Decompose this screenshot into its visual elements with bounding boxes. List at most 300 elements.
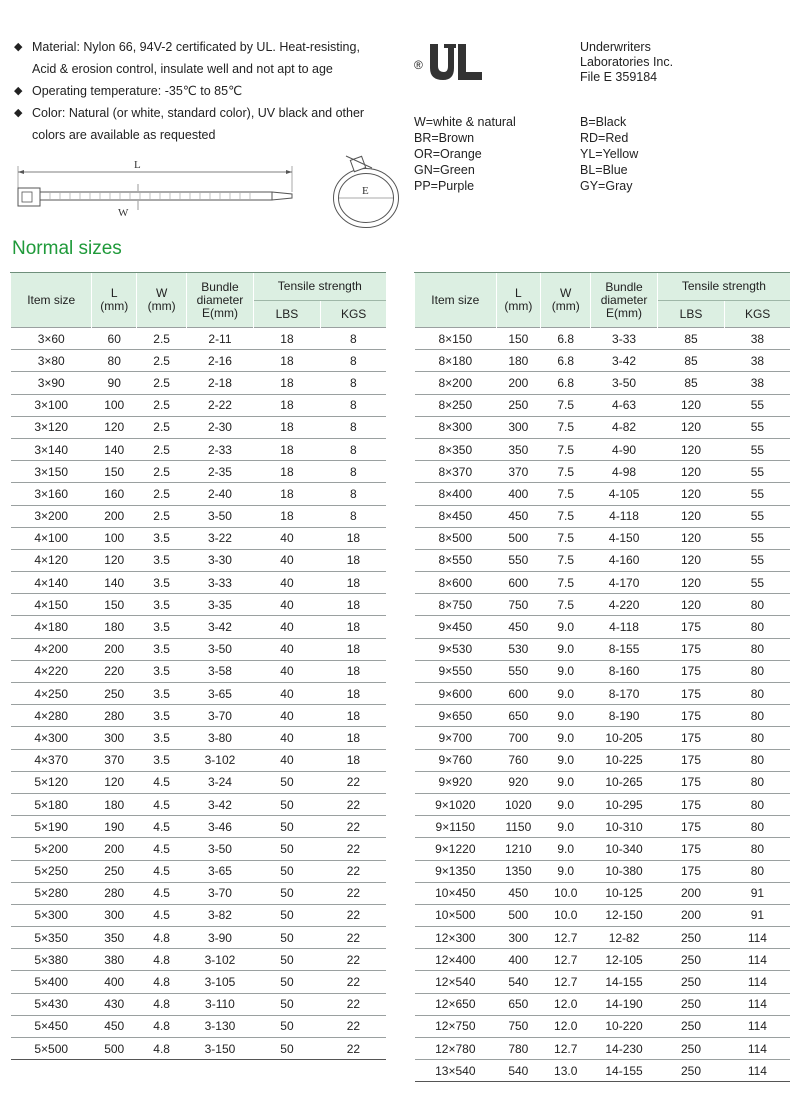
cell-lbs: 250 [657, 993, 725, 1015]
cell-item-size: 4×140 [11, 572, 92, 594]
table-row [415, 505, 791, 527]
cell-bundle-diameter: 3-102 [187, 749, 253, 771]
cell-kgs: 22 [321, 971, 386, 993]
cell-length: 1020 [496, 793, 540, 815]
table-row [415, 438, 791, 460]
cell-item-size: 4×220 [11, 660, 92, 682]
cell-length: 60 [92, 328, 137, 350]
cell-lbs: 85 [657, 372, 725, 394]
cell-kgs: 22 [321, 816, 386, 838]
cell-lbs: 250 [657, 1060, 725, 1082]
cell-lbs: 120 [657, 394, 725, 416]
cell-lbs: 50 [253, 993, 321, 1015]
cell-length: 1350 [496, 860, 540, 882]
table-row [11, 1038, 387, 1060]
cell-lbs: 18 [253, 372, 321, 394]
table-row [415, 838, 791, 860]
cell-bundle-diameter: 3-33 [187, 572, 253, 594]
cell-kgs: 114 [725, 1060, 790, 1082]
header-length: L (mm) [92, 273, 137, 328]
cell-kgs: 55 [725, 572, 790, 594]
cell-kgs: 38 [725, 372, 790, 394]
cell-kgs: 22 [321, 793, 386, 815]
cell-width: 7.5 [541, 505, 591, 527]
cell-bundle-diameter: 3-82 [187, 904, 253, 926]
cell-kgs: 8 [321, 328, 386, 350]
cell-lbs: 120 [657, 505, 725, 527]
cell-length: 600 [496, 572, 540, 594]
cell-item-size: 5×400 [11, 971, 92, 993]
cell-lbs: 175 [657, 616, 725, 638]
cell-width: 3.5 [136, 616, 186, 638]
ul-line: File E 359184 [580, 70, 658, 84]
table-row [11, 616, 387, 638]
cell-item-size: 5×250 [11, 860, 92, 882]
cell-width: 12.7 [541, 1038, 591, 1060]
cell-width: 9.0 [541, 727, 591, 749]
cell-width: 3.5 [136, 572, 186, 594]
table-row [11, 816, 387, 838]
cell-length: 120 [92, 549, 137, 571]
cell-lbs: 120 [657, 438, 725, 460]
cell-length: 540 [496, 1060, 540, 1082]
cell-bundle-diameter: 12-150 [591, 904, 657, 926]
table-row [11, 993, 387, 1015]
cell-length: 100 [92, 527, 137, 549]
color-code: W=white & natural [414, 115, 516, 129]
cell-width: 2.5 [136, 328, 186, 350]
table-row [11, 505, 387, 527]
cell-width: 3.5 [136, 749, 186, 771]
cell-length: 140 [92, 572, 137, 594]
ul-line: Laboratories Inc. [580, 55, 674, 69]
cell-kgs: 18 [321, 616, 386, 638]
ul-certification [414, 40, 794, 100]
spec-continuation: colors are available as requested [32, 128, 216, 142]
color-code: OR=Orange [414, 147, 482, 161]
table-row [415, 549, 791, 571]
table-row [11, 683, 387, 705]
cell-item-size: 8×450 [415, 505, 497, 527]
cell-item-size: 3×140 [11, 438, 92, 460]
cell-lbs: 175 [657, 749, 725, 771]
cell-kgs: 22 [321, 1038, 386, 1060]
table-row [415, 993, 791, 1015]
cell-bundle-diameter: 4-160 [591, 549, 657, 571]
cell-length: 200 [92, 505, 137, 527]
cell-width: 7.5 [541, 483, 591, 505]
table-row [11, 416, 387, 438]
cell-kgs: 22 [321, 838, 386, 860]
cell-kgs: 18 [321, 572, 386, 594]
cell-item-size: 9×700 [415, 727, 497, 749]
cell-item-size: 3×160 [11, 483, 92, 505]
cell-width: 4.5 [136, 904, 186, 926]
cell-kgs: 8 [321, 483, 386, 505]
table-row [11, 771, 387, 793]
cell-kgs: 80 [725, 683, 790, 705]
cell-kgs: 114 [725, 993, 790, 1015]
cell-item-size: 9×450 [415, 616, 497, 638]
cell-lbs: 85 [657, 350, 725, 372]
cell-item-size: 9×600 [415, 683, 497, 705]
cell-item-size: 8×180 [415, 350, 497, 372]
table-row [11, 638, 387, 660]
cell-bundle-diameter: 2-33 [187, 438, 253, 460]
cell-width: 4.5 [136, 771, 186, 793]
cell-kgs: 55 [725, 394, 790, 416]
spec-text: Material: Nylon 66, 94V-2 certificated by UL. Heat-resisting, [32, 40, 360, 54]
cell-kgs: 80 [725, 727, 790, 749]
header-item-size: Item size [415, 273, 497, 328]
cell-item-size: 12×300 [415, 927, 497, 949]
cell-item-size: 4×300 [11, 727, 92, 749]
cell-lbs: 250 [657, 971, 725, 993]
table-row [11, 749, 387, 771]
cell-length: 500 [92, 1038, 137, 1060]
cell-bundle-diameter: 14-230 [591, 1038, 657, 1060]
cell-width: 9.0 [541, 860, 591, 882]
cell-bundle-diameter: 14-155 [591, 971, 657, 993]
cell-lbs: 50 [253, 949, 321, 971]
cell-lbs: 250 [657, 1038, 725, 1060]
cell-width: 7.5 [541, 416, 591, 438]
table-row [415, 1060, 791, 1082]
cell-lbs: 40 [253, 527, 321, 549]
cell-kgs: 22 [321, 1015, 386, 1037]
cell-item-size: 5×500 [11, 1038, 92, 1060]
cell-lbs: 85 [657, 328, 725, 350]
cell-width: 3.5 [136, 705, 186, 727]
table-row [415, 860, 791, 882]
spec-list [14, 36, 394, 146]
cell-item-size: 4×150 [11, 594, 92, 616]
header-lbs: LBS [253, 301, 321, 328]
cell-item-size: 9×530 [415, 638, 497, 660]
cell-width: 2.5 [136, 505, 186, 527]
header-kgs: KGS [725, 301, 790, 328]
cell-width: 2.5 [136, 438, 186, 460]
cell-length: 650 [496, 705, 540, 727]
color-code: PP=Purple [414, 179, 475, 193]
cell-width: 6.8 [541, 350, 591, 372]
cell-item-size: 12×400 [415, 949, 497, 971]
cell-width: 4.8 [136, 927, 186, 949]
cell-bundle-diameter: 10-310 [591, 816, 657, 838]
cell-bundle-diameter: 10-265 [591, 771, 657, 793]
cell-width: 3.5 [136, 527, 186, 549]
cell-item-size: 9×1150 [415, 816, 497, 838]
cell-kgs: 55 [725, 549, 790, 571]
cell-bundle-diameter: 3-105 [187, 971, 253, 993]
cell-lbs: 120 [657, 416, 725, 438]
cell-lbs: 40 [253, 616, 321, 638]
cell-width: 9.0 [541, 616, 591, 638]
cell-bundle-diameter: 10-340 [591, 838, 657, 860]
table-row [11, 394, 387, 416]
table-row [11, 660, 387, 682]
cell-length: 250 [92, 683, 137, 705]
cell-bundle-diameter: 10-295 [591, 793, 657, 815]
cell-lbs: 175 [657, 838, 725, 860]
cell-bundle-diameter: 2-40 [187, 483, 253, 505]
table-row [11, 904, 387, 926]
cell-item-size: 8×550 [415, 549, 497, 571]
cell-length: 920 [496, 771, 540, 793]
table-row [11, 793, 387, 815]
cell-length: 450 [92, 1015, 137, 1037]
cell-kgs: 80 [725, 816, 790, 838]
cell-width: 2.5 [136, 394, 186, 416]
cell-lbs: 18 [253, 461, 321, 483]
cell-length: 280 [92, 705, 137, 727]
cell-bundle-diameter: 3-50 [591, 372, 657, 394]
table-row [415, 949, 791, 971]
cell-length: 80 [92, 350, 137, 372]
cell-bundle-diameter: 4-105 [591, 483, 657, 505]
table-body [415, 328, 791, 1082]
cell-bundle-diameter: 14-155 [591, 1060, 657, 1082]
cell-width: 2.5 [136, 372, 186, 394]
cell-kgs: 55 [725, 461, 790, 483]
cell-width: 7.5 [541, 438, 591, 460]
cell-bundle-diameter: 10-125 [591, 882, 657, 904]
cell-length: 760 [496, 749, 540, 771]
cell-kgs: 18 [321, 660, 386, 682]
cell-bundle-diameter: 4-82 [591, 416, 657, 438]
cell-lbs: 175 [657, 705, 725, 727]
cell-kgs: 55 [725, 483, 790, 505]
cell-width: 10.0 [541, 882, 591, 904]
table-row [11, 350, 387, 372]
cell-bundle-diameter: 2-35 [187, 461, 253, 483]
cell-lbs: 120 [657, 594, 725, 616]
cell-lbs: 18 [253, 483, 321, 505]
cell-kgs: 22 [321, 904, 386, 926]
cell-kgs: 80 [725, 749, 790, 771]
cell-item-size: 12×650 [415, 993, 497, 1015]
cell-item-size: 5×200 [11, 838, 92, 860]
cell-length: 540 [496, 971, 540, 993]
cell-kgs: 80 [725, 793, 790, 815]
cell-kgs: 55 [725, 505, 790, 527]
cell-item-size: 4×200 [11, 638, 92, 660]
cell-lbs: 18 [253, 416, 321, 438]
cell-bundle-diameter: 4-150 [591, 527, 657, 549]
cell-length: 180 [92, 793, 137, 815]
cell-width: 4.8 [136, 1015, 186, 1037]
color-codes-left [414, 114, 516, 194]
cell-lbs: 40 [253, 549, 321, 571]
cell-bundle-diameter: 2-11 [187, 328, 253, 350]
cell-bundle-diameter: 14-190 [591, 993, 657, 1015]
cell-kgs: 22 [321, 860, 386, 882]
table-row [415, 749, 791, 771]
cell-bundle-diameter: 2-18 [187, 372, 253, 394]
table-row [415, 793, 791, 815]
cell-kgs: 55 [725, 416, 790, 438]
cell-bundle-diameter: 4-220 [591, 594, 657, 616]
cell-kgs: 80 [725, 860, 790, 882]
cell-lbs: 250 [657, 949, 725, 971]
cell-length: 380 [92, 949, 137, 971]
cell-bundle-diameter: 3-65 [187, 683, 253, 705]
cell-kgs: 114 [725, 971, 790, 993]
cell-bundle-diameter: 3-42 [591, 350, 657, 372]
cell-item-size: 8×600 [415, 572, 497, 594]
cell-item-size: 5×430 [11, 993, 92, 1015]
table-row [415, 394, 791, 416]
spec-text: Operating temperature: -35℃ to 85℃ [32, 84, 243, 98]
cell-length: 150 [92, 594, 137, 616]
cell-kgs: 114 [725, 927, 790, 949]
table-row [11, 572, 387, 594]
sizes-table-left [10, 272, 386, 1060]
cell-length: 120 [92, 771, 137, 793]
e-dimension-label: E [362, 185, 369, 197]
cell-item-size: 9×920 [415, 771, 497, 793]
cell-length: 700 [496, 727, 540, 749]
cell-item-size: 5×450 [11, 1015, 92, 1037]
cell-length: 180 [496, 350, 540, 372]
table-row [11, 705, 387, 727]
cell-width: 9.0 [541, 660, 591, 682]
cell-lbs: 40 [253, 683, 321, 705]
cell-bundle-diameter: 3-150 [187, 1038, 253, 1060]
cell-lbs: 175 [657, 683, 725, 705]
l-dimension-label: L [134, 159, 141, 171]
cell-item-size: 5×380 [11, 949, 92, 971]
cell-width: 9.0 [541, 638, 591, 660]
cell-width: 9.0 [541, 771, 591, 793]
cell-bundle-diameter: 3-42 [187, 793, 253, 815]
cell-length: 220 [92, 660, 137, 682]
cell-bundle-diameter: 2-22 [187, 394, 253, 416]
cell-length: 120 [92, 416, 137, 438]
table-row [415, 483, 791, 505]
cell-item-size: 9×550 [415, 660, 497, 682]
cell-width: 4.5 [136, 882, 186, 904]
cell-length: 370 [496, 461, 540, 483]
cell-length: 190 [92, 816, 137, 838]
header-kgs: KGS [321, 301, 386, 328]
cell-length: 430 [92, 993, 137, 1015]
cell-kgs: 8 [321, 372, 386, 394]
cell-item-size: 5×120 [11, 771, 92, 793]
cell-width: 4.5 [136, 793, 186, 815]
cell-bundle-diameter: 3-90 [187, 927, 253, 949]
cell-lbs: 175 [657, 660, 725, 682]
bullet-diamond-icon: ◆ [14, 85, 23, 97]
cell-width: 3.5 [136, 638, 186, 660]
cell-width: 4.5 [136, 860, 186, 882]
header-length: L (mm) [496, 273, 540, 328]
cell-bundle-diameter: 4-170 [591, 572, 657, 594]
cell-lbs: 40 [253, 572, 321, 594]
cell-item-size: 5×180 [11, 793, 92, 815]
cell-width: 7.5 [541, 461, 591, 483]
cell-bundle-diameter: 8-155 [591, 638, 657, 660]
table-row [415, 882, 791, 904]
cell-bundle-diameter: 3-50 [187, 638, 253, 660]
cell-kgs: 55 [725, 527, 790, 549]
cell-bundle-diameter: 8-190 [591, 705, 657, 727]
table-row [415, 971, 791, 993]
table-row [415, 904, 791, 926]
cell-item-size: 5×280 [11, 882, 92, 904]
table-row [415, 1015, 791, 1037]
cell-length: 400 [496, 949, 540, 971]
cell-kgs: 22 [321, 771, 386, 793]
cell-item-size: 10×450 [415, 882, 497, 904]
cell-item-size: 3×200 [11, 505, 92, 527]
cell-bundle-diameter: 10-220 [591, 1015, 657, 1037]
cell-item-size: 3×90 [11, 372, 92, 394]
cell-item-size: 5×300 [11, 904, 92, 926]
table-row [11, 727, 387, 749]
cell-kgs: 22 [321, 882, 386, 904]
table-row [11, 860, 387, 882]
cell-kgs: 80 [725, 616, 790, 638]
cell-bundle-diameter: 3-110 [187, 993, 253, 1015]
cell-width: 3.5 [136, 660, 186, 682]
cell-length: 350 [496, 438, 540, 460]
cell-width: 7.5 [541, 594, 591, 616]
cell-kgs: 55 [725, 438, 790, 460]
cell-width: 2.5 [136, 350, 186, 372]
cell-length: 370 [92, 749, 137, 771]
cell-length: 150 [496, 328, 540, 350]
cell-kgs: 8 [321, 416, 386, 438]
cell-width: 4.8 [136, 1038, 186, 1060]
cell-length: 530 [496, 638, 540, 660]
cell-bundle-diameter: 3-80 [187, 727, 253, 749]
cell-lbs: 18 [253, 505, 321, 527]
cell-lbs: 175 [657, 638, 725, 660]
cell-width: 3.5 [136, 594, 186, 616]
cell-length: 200 [92, 838, 137, 860]
cell-lbs: 50 [253, 927, 321, 949]
cell-width: 12.7 [541, 949, 591, 971]
cell-kgs: 91 [725, 904, 790, 926]
cell-width: 4.5 [136, 838, 186, 860]
cell-length: 180 [92, 616, 137, 638]
cell-item-size: 12×750 [415, 1015, 497, 1037]
cell-kgs: 18 [321, 727, 386, 749]
table-row [415, 638, 791, 660]
cell-width: 7.5 [541, 527, 591, 549]
cell-length: 750 [496, 594, 540, 616]
cell-item-size: 9×760 [415, 749, 497, 771]
bullet-diamond-icon: ◆ [14, 107, 23, 119]
cell-kgs: 91 [725, 882, 790, 904]
cell-length: 400 [92, 971, 137, 993]
cell-kgs: 18 [321, 594, 386, 616]
cell-length: 750 [496, 1015, 540, 1037]
table-row [415, 527, 791, 549]
cell-bundle-diameter: 12-82 [591, 927, 657, 949]
cell-kgs: 18 [321, 527, 386, 549]
cell-width: 4.8 [136, 993, 186, 1015]
cell-width: 12.7 [541, 927, 591, 949]
cell-length: 200 [92, 638, 137, 660]
cell-width: 9.0 [541, 793, 591, 815]
table-row [415, 461, 791, 483]
header-item-size: Item size [11, 273, 92, 328]
spec-item-color [14, 102, 394, 124]
cell-kgs: 22 [321, 949, 386, 971]
cell-kgs: 80 [725, 660, 790, 682]
